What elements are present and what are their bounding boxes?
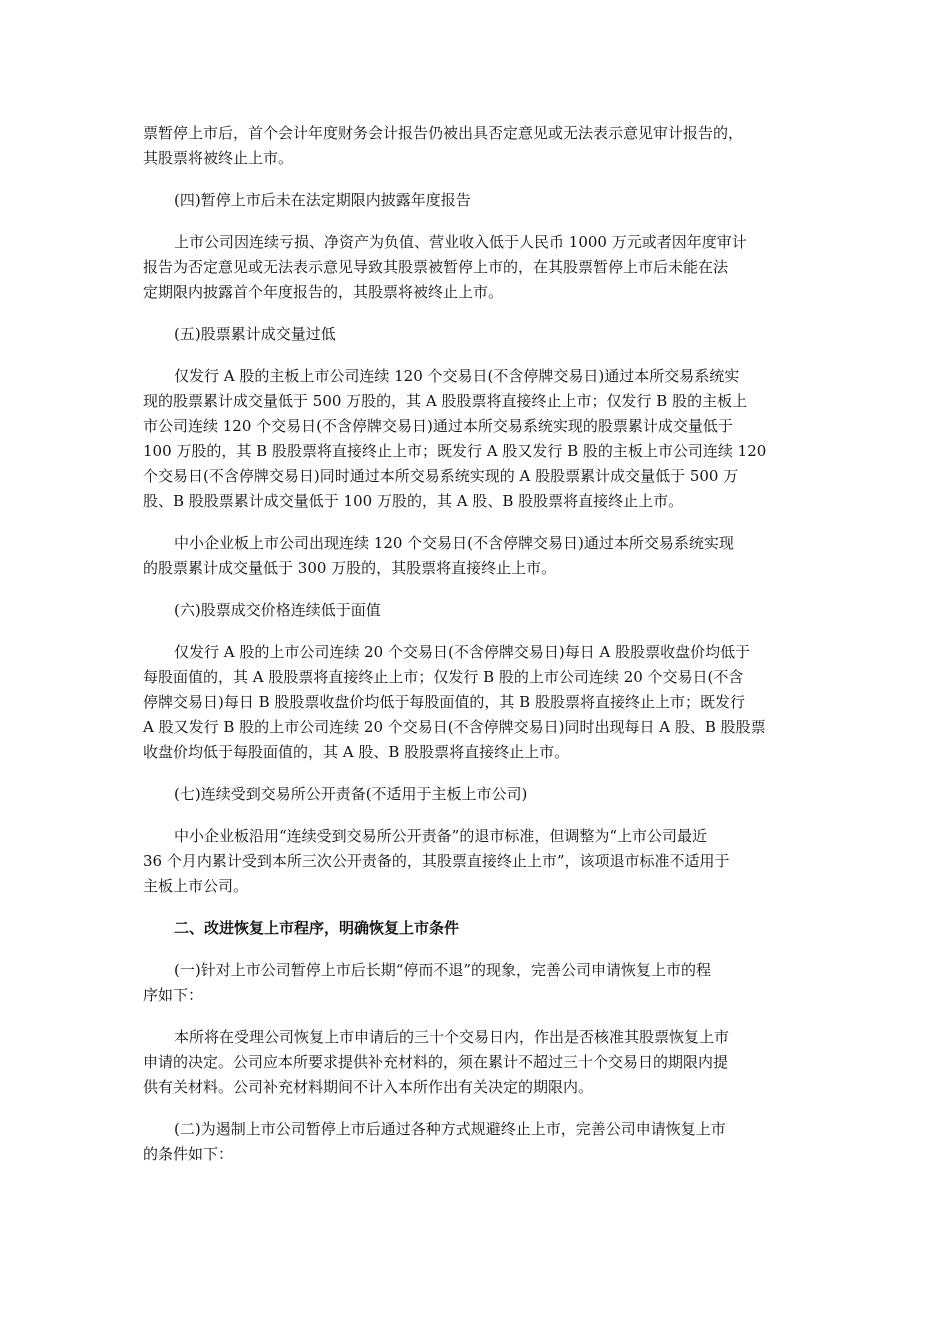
paragraph [143, 121, 811, 171]
text-line: 本所将在受理公司恢复上市申请后的三十个交易日内，作出是否核准其股票恢复上市 [174, 1028, 730, 1046]
text-line: 个交易日(不含停牌交易日)同时通过本所交易系统实现的 A 股股票累计成交量低于 500 万 [143, 467, 739, 485]
text-line: 供有关材料。公司补充材料期间不计入本所作出有关决定的期限内。 [143, 1078, 594, 1096]
text-line: 中小企业板上市公司出现连续 120 个交易日(不含停牌交易日)通过本所交易系统实现 [174, 534, 734, 552]
text-line: 的股票累计成交量低于 300 万股的，其股票将直接终止上市。 [143, 559, 557, 577]
text-line: 申请的决定。公司应本所要求提供补充材料的，须在累计不超过三十个交易日的期限内提 [143, 1053, 729, 1071]
paragraph [143, 824, 811, 899]
paragraph [143, 640, 811, 765]
text-line: (二)为遏制上市公司暂停上市后通过各种方式规避终止上市，完善公司申请恢复上市 [174, 1120, 726, 1138]
text-line: 每股面值的，其 A 股股票将直接终止上市；仅发行 B 股的上市公司连续 20 个交易日(不含 [143, 668, 744, 686]
paragraph [143, 188, 811, 213]
text-line: (五)股票累计成交量过低 [174, 325, 336, 343]
paragraph [143, 782, 811, 807]
document-body [143, 121, 811, 1184]
text-line: 的条件如下： [143, 1145, 234, 1163]
paragraph [143, 1117, 811, 1167]
text-line: 36 个月内累计受到本所三次公开责备的，其股票直接终止上市”，该项退市标准不适用于 [143, 852, 730, 870]
text-line: 仅发行 A 股的上市公司连续 20 个交易日(不含停牌交易日)每日 A 股股票收盘价均低于 [174, 643, 751, 661]
paragraph [143, 364, 811, 514]
section-heading [143, 916, 811, 941]
text-line: 二、改进恢复上市程序，明确恢复上市条件 [174, 919, 460, 937]
text-line: 中小企业板沿用“连续受到交易所公开责备”的退市标准，但调整为“上市公司最近 [174, 827, 708, 845]
paragraph [143, 598, 811, 623]
text-line: 报告为否定意见或无法表示意见导致其股票被暂停上市的，在其股票暂停上市后未能在法 [143, 258, 729, 276]
text-line: 票暂停上市后，首个会计年度财务会计报告仍被出具否定意见或无法表示意见审计报告的， [143, 124, 744, 142]
text-line: (六)股票成交价格连续低于面值 [174, 601, 381, 619]
text-line: 停牌交易日)每日 B 股股票收盘价均低于每股面值的，其 B 股股票将直接终止上市；既发行 [143, 693, 745, 711]
text-line: 上市公司因连续亏损、净资产为负值、营业收入低于人民币 1000 万元或者因年度审计 [174, 233, 747, 251]
text-line: (七)连续受到交易所公开责备(不适用于主板上市公司) [174, 785, 528, 803]
paragraph [143, 322, 811, 347]
text-line: 主板上市公司。 [143, 877, 249, 895]
text-line: 股、B 股股票累计成交量低于 100 万股的，其 A 股、B 股股票将直接终止上市。 [143, 492, 684, 510]
text-line: 现的股票累计成交量低于 500 万股的，其 A 股股票将直接终止上市；仅发行 B 股的主板上 [143, 392, 748, 410]
paragraph [143, 531, 811, 581]
text-line: (四)暂停上市后未在法定期限内披露年度报告 [174, 191, 471, 209]
text-line: (一)针对上市公司暂停上市后长期“停而不退”的现象，完善公司申请恢复上市的程 [174, 961, 712, 979]
text-line: 定期限内披露首个年度报告的，其股票将被终止上市。 [143, 283, 504, 301]
paragraph [143, 958, 811, 1008]
text-line: 市公司连续 120 个交易日(不含停牌交易日)通过本所交易系统实现的股票累计成交量低于 [143, 417, 733, 435]
paragraph [143, 1025, 811, 1100]
text-line: 100 万股的，其 B 股股票将直接终止上市；既发行 A 股又发行 B 股的主板上市公司连续 120 [143, 442, 767, 460]
text-line: A 股又发行 B 股的上市公司连续 20 个交易日(不含停牌交易日)同时出现每日 A 股、B 股股票 [143, 718, 766, 736]
text-line: 序如下： [143, 986, 204, 1004]
text-line: 收盘价均低于每股面值的，其 A 股、B 股股票将直接终止上市。 [143, 743, 570, 761]
text-line: 仅发行 A 股的主板上市公司连续 120 个交易日(不含停牌交易日)通过本所交易系统实 [174, 367, 740, 385]
text-line: 其股票将被终止上市。 [143, 149, 294, 167]
paragraph [143, 230, 811, 305]
